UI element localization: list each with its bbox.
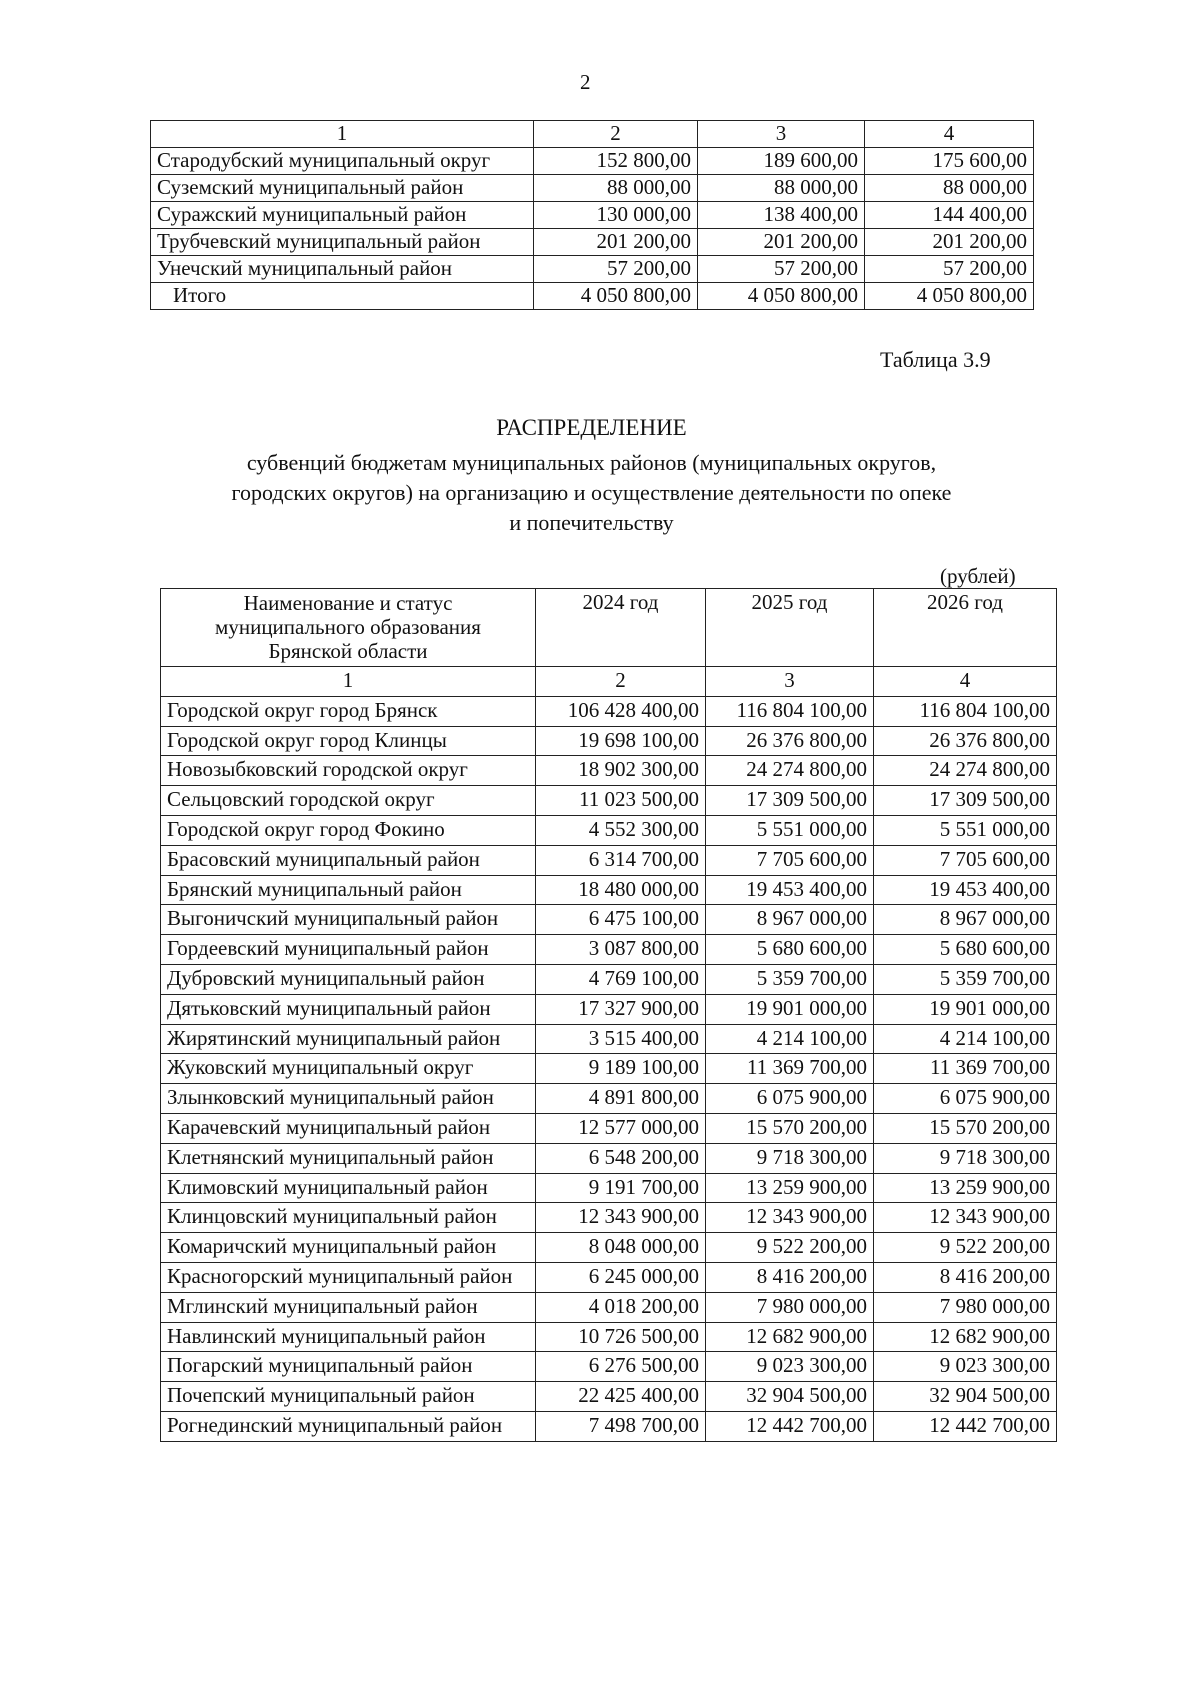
col-number: 1	[161, 667, 536, 697]
table-row	[151, 175, 1034, 202]
row-value: 12 442 700,00	[706, 1411, 874, 1441]
table-row	[161, 875, 1057, 905]
col-number: 3	[698, 121, 865, 148]
row-value: 5 680 600,00	[706, 935, 874, 965]
row-value: 4 214 100,00	[706, 1024, 874, 1054]
row-value: 19 453 400,00	[874, 875, 1057, 905]
table-row	[161, 1262, 1057, 1292]
document-title: РАСПРЕДЕЛЕНИЕ	[496, 415, 687, 440]
row-value: 9 718 300,00	[874, 1143, 1057, 1173]
row-value: 116 804 100,00	[706, 696, 874, 726]
row-value: 32 904 500,00	[874, 1382, 1057, 1412]
row-value: 19 901 000,00	[706, 994, 874, 1024]
row-name: Дятьковский муниципальный район	[161, 994, 536, 1024]
row-value: 4 891 800,00	[536, 1084, 706, 1114]
table-row	[161, 726, 1057, 756]
row-value: 88 000,00	[698, 175, 865, 202]
row-name: Суражский муниципальный район	[151, 202, 534, 229]
table-row	[161, 1292, 1057, 1322]
table-row	[161, 1143, 1057, 1173]
table-row	[161, 696, 1057, 726]
document-subtitle	[0, 448, 1183, 538]
row-name: Мглинский муниципальный район	[161, 1292, 536, 1322]
row-value: 116 804 100,00	[874, 696, 1057, 726]
row-value: 11 023 500,00	[536, 786, 706, 816]
row-value: 13 259 900,00	[706, 1173, 874, 1203]
row-value: 4 050 800,00	[698, 283, 865, 310]
previous-table	[150, 120, 1034, 310]
row-value: 22 425 400,00	[536, 1382, 706, 1412]
row-value: 7 705 600,00	[874, 845, 1057, 875]
table-row	[161, 905, 1057, 935]
row-value: 18 902 300,00	[536, 756, 706, 786]
row-value: 8 967 000,00	[706, 905, 874, 935]
row-value: 152 800,00	[534, 148, 698, 175]
row-value: 12 682 900,00	[874, 1322, 1057, 1352]
col-number: 2	[534, 121, 698, 148]
row-value: 3 515 400,00	[536, 1024, 706, 1054]
row-value: 19 901 000,00	[874, 994, 1057, 1024]
page-number: 2	[580, 70, 591, 94]
row-name: Унечский муниципальный район	[151, 256, 534, 283]
header-2024: 2024 год	[536, 589, 706, 667]
row-value: 189 600,00	[698, 148, 865, 175]
row-value: 11 369 700,00	[706, 1054, 874, 1084]
table-row	[161, 994, 1057, 1024]
row-value: 5 551 000,00	[874, 815, 1057, 845]
row-value: 201 200,00	[698, 229, 865, 256]
row-value: 6 075 900,00	[874, 1084, 1057, 1114]
row-name: Клетнянский муниципальный район	[161, 1143, 536, 1173]
row-value: 18 480 000,00	[536, 875, 706, 905]
row-value: 24 274 800,00	[874, 756, 1057, 786]
header-2025: 2025 год	[706, 589, 874, 667]
row-name: Навлинский муниципальный район	[161, 1322, 536, 1352]
header-name: Наименование и статус муниципального образования Брянской области	[161, 589, 536, 667]
row-name: Городской округ город Фокино	[161, 815, 536, 845]
row-value: 5 359 700,00	[874, 964, 1057, 994]
row-name: Городской округ город Клинцы	[161, 726, 536, 756]
row-value: 6 075 900,00	[706, 1084, 874, 1114]
subtitle-line: субвенций бюджетам муниципальных районов (муниципальных округов,	[246, 450, 937, 475]
row-value: 6 245 000,00	[536, 1262, 706, 1292]
row-value: 24 274 800,00	[706, 756, 874, 786]
row-value: 12 577 000,00	[536, 1113, 706, 1143]
row-value: 57 200,00	[534, 256, 698, 283]
row-value: 9 189 100,00	[536, 1054, 706, 1084]
row-value: 201 200,00	[534, 229, 698, 256]
row-value: 26 376 800,00	[706, 726, 874, 756]
row-value: 5 680 600,00	[874, 935, 1057, 965]
row-value: 17 309 500,00	[874, 786, 1057, 816]
table-row	[161, 1173, 1057, 1203]
row-value: 15 570 200,00	[706, 1113, 874, 1143]
table-row	[151, 148, 1034, 175]
col-number: 4	[865, 121, 1034, 148]
row-value: 7 498 700,00	[536, 1411, 706, 1441]
row-value: 12 442 700,00	[874, 1411, 1057, 1441]
row-value: 9 522 200,00	[874, 1233, 1057, 1263]
row-value: 57 200,00	[865, 256, 1034, 283]
units-label: (рублей)	[940, 564, 1016, 588]
table-row	[151, 256, 1034, 283]
row-name: Карачевский муниципальный район	[161, 1113, 536, 1143]
row-value: 5 551 000,00	[706, 815, 874, 845]
row-value: 130 000,00	[534, 202, 698, 229]
row-value: 5 359 700,00	[706, 964, 874, 994]
row-name: Брасовский муниципальный район	[161, 845, 536, 875]
row-value: 15 570 200,00	[874, 1113, 1057, 1143]
table-row	[161, 1322, 1057, 1352]
row-name: Дубровский муниципальный район	[161, 964, 536, 994]
row-name: Климовский муниципальный район	[161, 1173, 536, 1203]
table-row	[161, 815, 1057, 845]
row-value: 3 087 800,00	[536, 935, 706, 965]
row-value: 4 050 800,00	[534, 283, 698, 310]
table-row	[161, 756, 1057, 786]
row-value: 8 416 200,00	[706, 1262, 874, 1292]
table-row	[161, 1054, 1057, 1084]
table-row	[161, 1382, 1057, 1412]
row-value: 13 259 900,00	[874, 1173, 1057, 1203]
row-value: 12 343 900,00	[536, 1203, 706, 1233]
row-value: 9 023 300,00	[706, 1352, 874, 1382]
row-value: 9 522 200,00	[706, 1233, 874, 1263]
table-row	[161, 1113, 1057, 1143]
row-value: 9 718 300,00	[706, 1143, 874, 1173]
row-name: Красногорский муниципальный район	[161, 1262, 536, 1292]
col-number: 4	[874, 667, 1057, 697]
row-value: 4 050 800,00	[865, 283, 1034, 310]
row-name: Выгоничский муниципальный район	[161, 905, 536, 935]
row-value: 57 200,00	[698, 256, 865, 283]
row-value: 6 314 700,00	[536, 845, 706, 875]
row-value: 88 000,00	[865, 175, 1034, 202]
row-value: 7 705 600,00	[706, 845, 874, 875]
row-value: 6 475 100,00	[536, 905, 706, 935]
col-number: 3	[706, 667, 874, 697]
table-row	[161, 1411, 1057, 1441]
row-value: 8 416 200,00	[874, 1262, 1057, 1292]
row-name: Погарский муниципальный район	[161, 1352, 536, 1382]
row-value: 19 698 100,00	[536, 726, 706, 756]
row-value: 6 276 500,00	[536, 1352, 706, 1382]
col-number: 2	[536, 667, 706, 697]
table-row	[151, 283, 1034, 310]
row-name: Сельцовский городской округ	[161, 786, 536, 816]
row-value: 19 453 400,00	[706, 875, 874, 905]
row-name: Жуковский муниципальный округ	[161, 1054, 536, 1084]
row-value: 138 400,00	[698, 202, 865, 229]
row-value: 11 369 700,00	[874, 1054, 1057, 1084]
row-name: Брянский муниципальный район	[161, 875, 536, 905]
table-row	[161, 845, 1057, 875]
table-row	[161, 935, 1057, 965]
row-value: 32 904 500,00	[706, 1382, 874, 1412]
row-value: 12 343 900,00	[874, 1203, 1057, 1233]
col-number: 1	[151, 121, 534, 148]
row-name: Стародубский муниципальный округ	[151, 148, 534, 175]
row-value: 4 214 100,00	[874, 1024, 1057, 1054]
row-value: 175 600,00	[865, 148, 1034, 175]
row-value: 4 769 100,00	[536, 964, 706, 994]
row-value: 8 048 000,00	[536, 1233, 706, 1263]
row-value: 88 000,00	[534, 175, 698, 202]
row-name: Гордеевский муниципальный район	[161, 935, 536, 965]
row-name: Итого	[151, 283, 534, 310]
row-value: 10 726 500,00	[536, 1322, 706, 1352]
row-value: 4 552 300,00	[536, 815, 706, 845]
table-row	[151, 202, 1034, 229]
table-row	[161, 964, 1057, 994]
header-2026: 2026 год	[874, 589, 1057, 667]
table-row	[161, 786, 1057, 816]
row-value: 6 548 200,00	[536, 1143, 706, 1173]
row-value: 9 023 300,00	[874, 1352, 1057, 1382]
table-row	[161, 1352, 1057, 1382]
row-value: 7 980 000,00	[706, 1292, 874, 1322]
row-name: Рогнединский муниципальный район	[161, 1411, 536, 1441]
table-row	[151, 229, 1034, 256]
row-value: 12 343 900,00	[706, 1203, 874, 1233]
row-name: Почепский муниципальный район	[161, 1382, 536, 1412]
row-value: 17 309 500,00	[706, 786, 874, 816]
row-name: Трубчевский муниципальный район	[151, 229, 534, 256]
row-name: Комаричский муниципальный район	[161, 1233, 536, 1263]
subtitle-line: городских округов) на организацию и осуществление деятельности по опеке	[231, 480, 952, 505]
row-name: Жирятинский муниципальный район	[161, 1024, 536, 1054]
row-value: 26 376 800,00	[874, 726, 1057, 756]
distribution-table	[160, 588, 1057, 1442]
column-numbers-row	[151, 121, 1034, 148]
row-value: 9 191 700,00	[536, 1173, 706, 1203]
table-row	[161, 1084, 1057, 1114]
row-value: 7 980 000,00	[874, 1292, 1057, 1322]
table-row	[161, 1203, 1057, 1233]
row-name: Клинцовский муниципальный район	[161, 1203, 536, 1233]
row-value: 4 018 200,00	[536, 1292, 706, 1322]
row-name: Городской округ город Брянск	[161, 696, 536, 726]
table-row	[161, 1024, 1057, 1054]
row-value: 17 327 900,00	[536, 994, 706, 1024]
row-value: 106 428 400,00	[536, 696, 706, 726]
row-value: 12 682 900,00	[706, 1322, 874, 1352]
row-value: 201 200,00	[865, 229, 1034, 256]
subtitle-line: и попечительству	[509, 510, 674, 535]
row-value: 144 400,00	[865, 202, 1034, 229]
table-label: Таблица 3.9	[880, 347, 991, 372]
row-value: 8 967 000,00	[874, 905, 1057, 935]
row-name: Злынковский муниципальный район	[161, 1084, 536, 1114]
row-name: Новозыбковский городской округ	[161, 756, 536, 786]
table-row	[161, 1233, 1057, 1263]
row-name: Суземский муниципальный район	[151, 175, 534, 202]
